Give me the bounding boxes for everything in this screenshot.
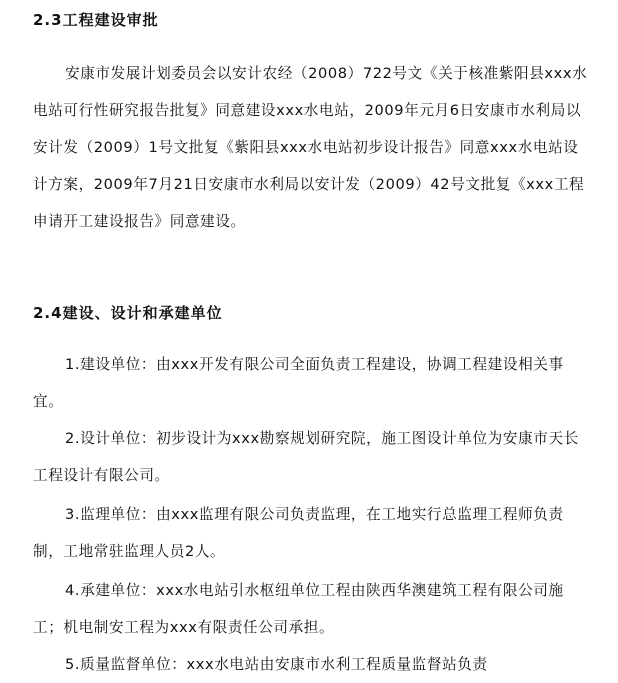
section-heading-2-4: 2.4建设、设计和承建单位 xyxy=(33,304,223,322)
list-item-construction-unit: 1.建设单位：由xxx开发有限公司全面负责工程建设，协调工程建设相关事宜。 xyxy=(33,356,564,410)
list-item-quality-supervision-unit: 5.质量监督单位：xxx水电站由安康市水利工程质量监督站负责 xyxy=(65,656,488,673)
section-2-3-paragraph: 安康市发展计划委员会以安计农经（2008）722号文《关于核准紫阳县xxx水电站可行性研究报告批复》同意建设xxx水电站，2009年元月6日安康市水利局以安计发（2009）1号文批复《紫阳县xxx水电站初步设计报告》同意xxx水电站设计方案，2009年7月21日安康市水利局以安计发（2009）42号文批复《xxx工程申请开工建设报告》同意建设。 xyxy=(33,65,588,230)
list-item-design-unit: 2.设计单位：初步设计为xxx勘察规划研究院，施工图设计单位为安康市天长工程设计有限公司。 xyxy=(33,430,579,484)
section-heading-2-3: 2.3工程建设审批 xyxy=(33,11,159,29)
list-item-contractor-unit: 4.承建单位：xxx水电站引水枢纽单位工程由陕西华澳建筑工程有限公司施工；机电制安工程为xxx有限责任公司承担。 xyxy=(33,582,564,636)
list-item-supervision-unit: 3.监理单位：由xxx监理有限公司负责监理，在工地实行总监理工程师负责制，工地常驻监理人员2人。 xyxy=(33,506,564,560)
